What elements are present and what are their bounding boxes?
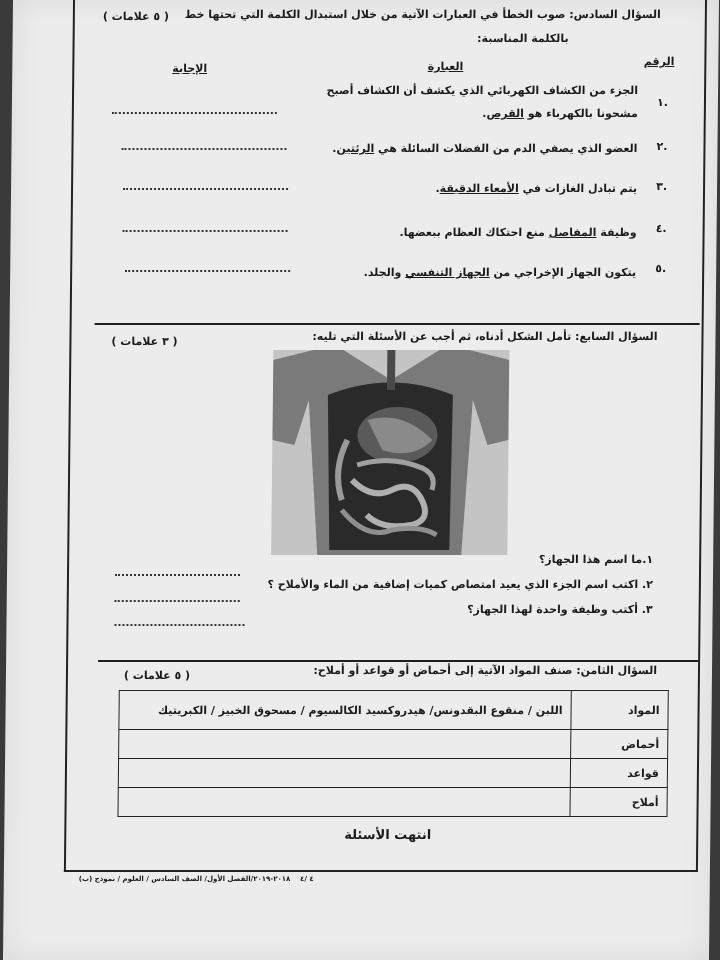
statement-text: وظيفة <box>596 226 637 239</box>
statement-text: يتم تبادل الغازات في <box>518 182 638 195</box>
q7-header <box>227 330 657 343</box>
col-statement-header: العبارة <box>427 60 464 73</box>
answer-line-q7-1[interactable] <box>115 574 240 576</box>
q6-instruction: صوب الخطأ في العبارات الآتية من خلال استبدال الكلمة التي تحتها خط <box>184 8 566 21</box>
item-number: ١. <box>656 96 669 109</box>
statement-text: العضو الذي يصفي الدم من الفضلات السائلة هي <box>374 142 638 155</box>
statement-text: والجلد. <box>363 266 406 279</box>
table-row <box>118 788 667 817</box>
table-row <box>118 759 667 788</box>
page-number: ٤ /٤ <box>300 875 314 883</box>
underlined-word: الأمعاء الدقيقة <box>439 182 519 195</box>
answer-line-3[interactable] <box>123 188 288 190</box>
statement-1-line1: الجزء من الكشاف الكهربائي الذي يكشف أن الكشاف أصبح <box>326 84 639 97</box>
materials-list: اللبن / منقوع البقدونس/ هيدروكسيد الكالسيوم / مسحوق الخبيز / الكبريتيك <box>119 691 571 730</box>
statement-1-line2: مشحونا بالكهرباء هو <box>523 107 638 120</box>
footer <box>79 875 399 883</box>
q6-header <box>141 8 661 21</box>
digestive-system-drawing <box>271 350 509 555</box>
q7-question-3: ٣. أكتب وظيفة واحدة لهذا الجهاز؟ <box>467 603 653 616</box>
statement-punct: . <box>435 182 440 195</box>
q7-instruction: تأمل الشكل أدناه، ثم أجب عن الأسئلة التي تليه: <box>312 330 572 343</box>
table-row <box>119 691 668 730</box>
statement-3 <box>307 182 637 195</box>
row-label: قواعد <box>570 759 667 788</box>
col-answer-header: الإجابة <box>172 62 208 75</box>
row-label: أحماض <box>571 730 668 759</box>
q7-title: السؤال السابع: <box>575 330 658 343</box>
q6-title: السؤال السادس: <box>569 8 661 21</box>
q8-marks: ( ٥ علامات ) <box>123 669 191 682</box>
answer-cell-acids[interactable] <box>119 730 571 759</box>
statement-1 <box>308 84 638 120</box>
statement-punct: . <box>332 142 337 155</box>
col-number-header: الرقم <box>643 55 675 68</box>
row-label: أملاح <box>570 788 667 817</box>
underlined-word: القرص <box>486 107 525 120</box>
statement-punct: . <box>482 107 487 120</box>
end-of-questions: انتهت الأسئلة <box>344 828 432 843</box>
answer-cell-salts[interactable] <box>118 788 570 817</box>
exam-page <box>3 0 719 960</box>
statement-text: يتكون الجهاز الإخراجي من <box>489 266 637 279</box>
q8-instruction: صنف المواد الآتية إلى أحماض أو قواعد أو أملاح: <box>313 664 573 677</box>
item-number: ٣. <box>656 180 668 193</box>
answer-line-4[interactable] <box>123 230 288 232</box>
classification-table <box>117 690 668 817</box>
row-label: المواد <box>571 691 668 730</box>
digestive-system-image <box>271 350 509 555</box>
section-divider <box>95 323 700 325</box>
answer-line-1[interactable] <box>112 112 277 114</box>
underlined-word: الرئتين <box>336 142 375 155</box>
statement-5 <box>306 266 636 279</box>
statement-text: منع احتكاك العظام ببعضها. <box>399 226 549 239</box>
underlined-word: المفاصل <box>548 226 597 239</box>
q7-question-1: ١.ما اسم هذا الجهاز؟ <box>538 553 654 566</box>
q7-marks: ( ٣ علامات ) <box>111 335 178 348</box>
q6-marks: ( ٥ علامات ) <box>102 10 170 23</box>
answer-cell-bases[interactable] <box>118 759 570 788</box>
answer-line-q7-2[interactable] <box>115 600 240 602</box>
item-number: ٢. <box>656 140 668 153</box>
answer-line-2[interactable] <box>121 148 286 150</box>
item-number: ٤. <box>655 222 667 235</box>
statement-4 <box>307 226 637 239</box>
statement-2 <box>307 142 637 155</box>
underlined-word: الجهاز التنفسي <box>405 266 490 279</box>
q7-question-2: ٢. اكتب اسم الجزء الذي يعيد امتصاص كميات إضافية من الماء والأملاح ؟ <box>267 578 653 591</box>
table-row <box>119 730 668 759</box>
q6-instruction-cont: بالكلمة المناسبة: <box>477 32 569 45</box>
q8-title: السؤال الثامن: <box>576 664 658 677</box>
section-divider <box>98 660 698 662</box>
answer-line-q7-3[interactable] <box>114 624 244 626</box>
answer-line-5[interactable] <box>125 270 290 272</box>
item-number: ٥. <box>655 262 667 275</box>
q8-header <box>197 664 657 677</box>
footer-info: ٢٠١٨-٢٠١٩/الفصل الأول/ الصف السادس / العلوم / نموذج (ب) <box>78 875 291 883</box>
